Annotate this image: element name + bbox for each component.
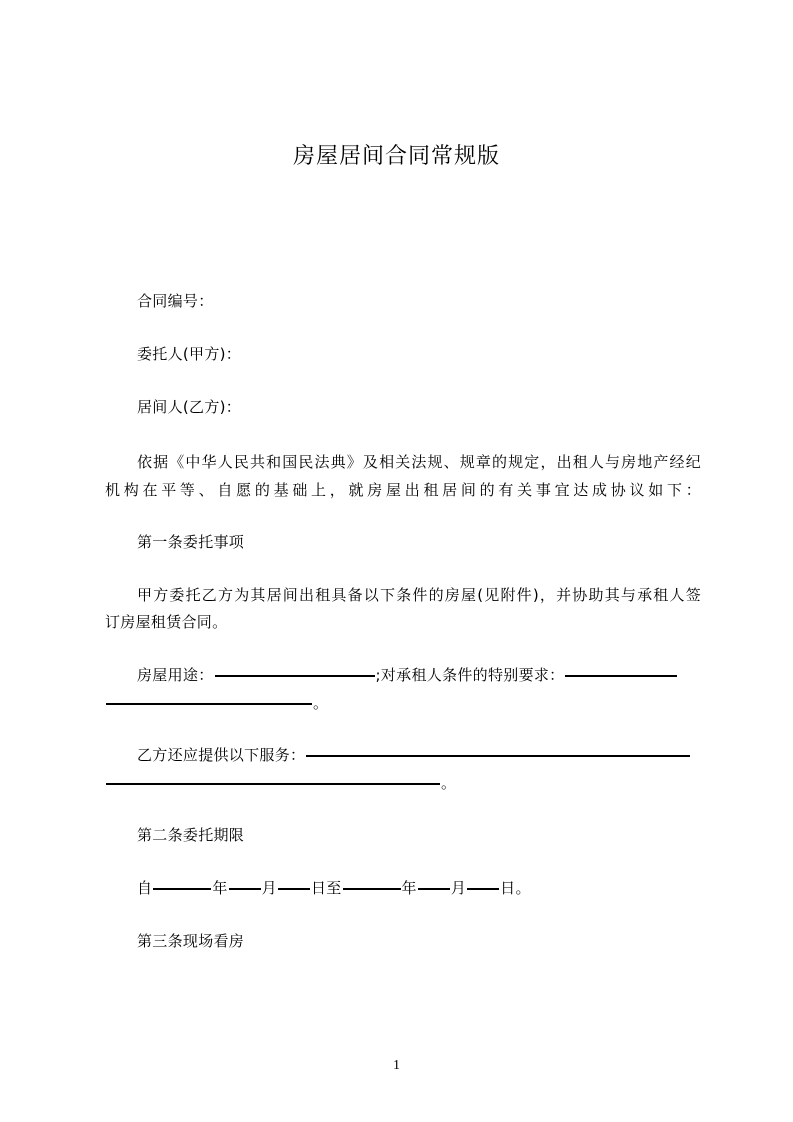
article-3-heading: 第三条现场看房 xyxy=(137,932,245,950)
services-period-mark: 。 xyxy=(441,774,457,792)
end-day-blank[interactable] xyxy=(467,888,499,890)
page-number: 1 xyxy=(393,1058,400,1073)
term-line xyxy=(137,877,701,899)
party-b-field: 居间人(乙方)： xyxy=(137,398,242,416)
intro-line-1: 依据《中华人民共和国民法典》及相关法规、规章的规定，出租人与房地产经纪 xyxy=(137,453,701,471)
start-day-blank[interactable] xyxy=(278,888,310,890)
special-requirements-blank-1[interactable] xyxy=(565,675,677,677)
usage-label: 房屋用途： xyxy=(137,666,214,684)
usage-line xyxy=(137,664,701,686)
period-mark: 。 xyxy=(313,694,329,712)
special-requirements-line-2 xyxy=(105,692,701,714)
month-label: 月 xyxy=(261,879,277,897)
document-title: 房屋居间合同常规版 xyxy=(292,144,500,169)
usage-blank[interactable] xyxy=(215,675,375,677)
day-to-label: 日至 xyxy=(310,879,342,897)
intro-line-2: 机构在平等、自愿的基础上，就房屋出租居间的有关事宜达成协议如下： xyxy=(105,481,701,499)
day-end-label: 日。 xyxy=(500,879,531,897)
special-requirements-label: ;对承租人条件的特别要求： xyxy=(375,666,565,684)
services-line xyxy=(137,744,701,766)
start-year-blank[interactable] xyxy=(153,888,211,890)
article-1-paragraph-line-2: 订房屋租赁合同。 xyxy=(105,613,228,631)
from-label: 自 xyxy=(137,879,153,897)
contract-number-field: 合同编号： xyxy=(137,292,214,310)
year-label: 年 xyxy=(212,879,228,897)
end-month-label: 月 xyxy=(450,879,467,897)
services-line-2 xyxy=(105,772,701,794)
services-blank-1[interactable] xyxy=(306,755,690,757)
start-month-blank[interactable] xyxy=(229,888,261,890)
end-month-blank[interactable] xyxy=(418,888,450,890)
article-1-paragraph-line-1: 甲方委托乙方为其居间出租具备以下条件的房屋(见附件)，并协助其与承租人签 xyxy=(137,586,701,604)
end-year-label: 年 xyxy=(401,879,417,897)
services-blank-2[interactable] xyxy=(106,783,440,785)
end-year-blank[interactable] xyxy=(343,888,401,890)
article-1-heading: 第一条委托事项 xyxy=(137,533,245,551)
party-a-field: 委托人(甲方)： xyxy=(137,345,242,363)
article-2-heading: 第二条委托期限 xyxy=(137,826,245,844)
special-requirements-blank-2[interactable] xyxy=(106,703,312,705)
services-label: 乙方还应提供以下服务： xyxy=(137,746,306,764)
